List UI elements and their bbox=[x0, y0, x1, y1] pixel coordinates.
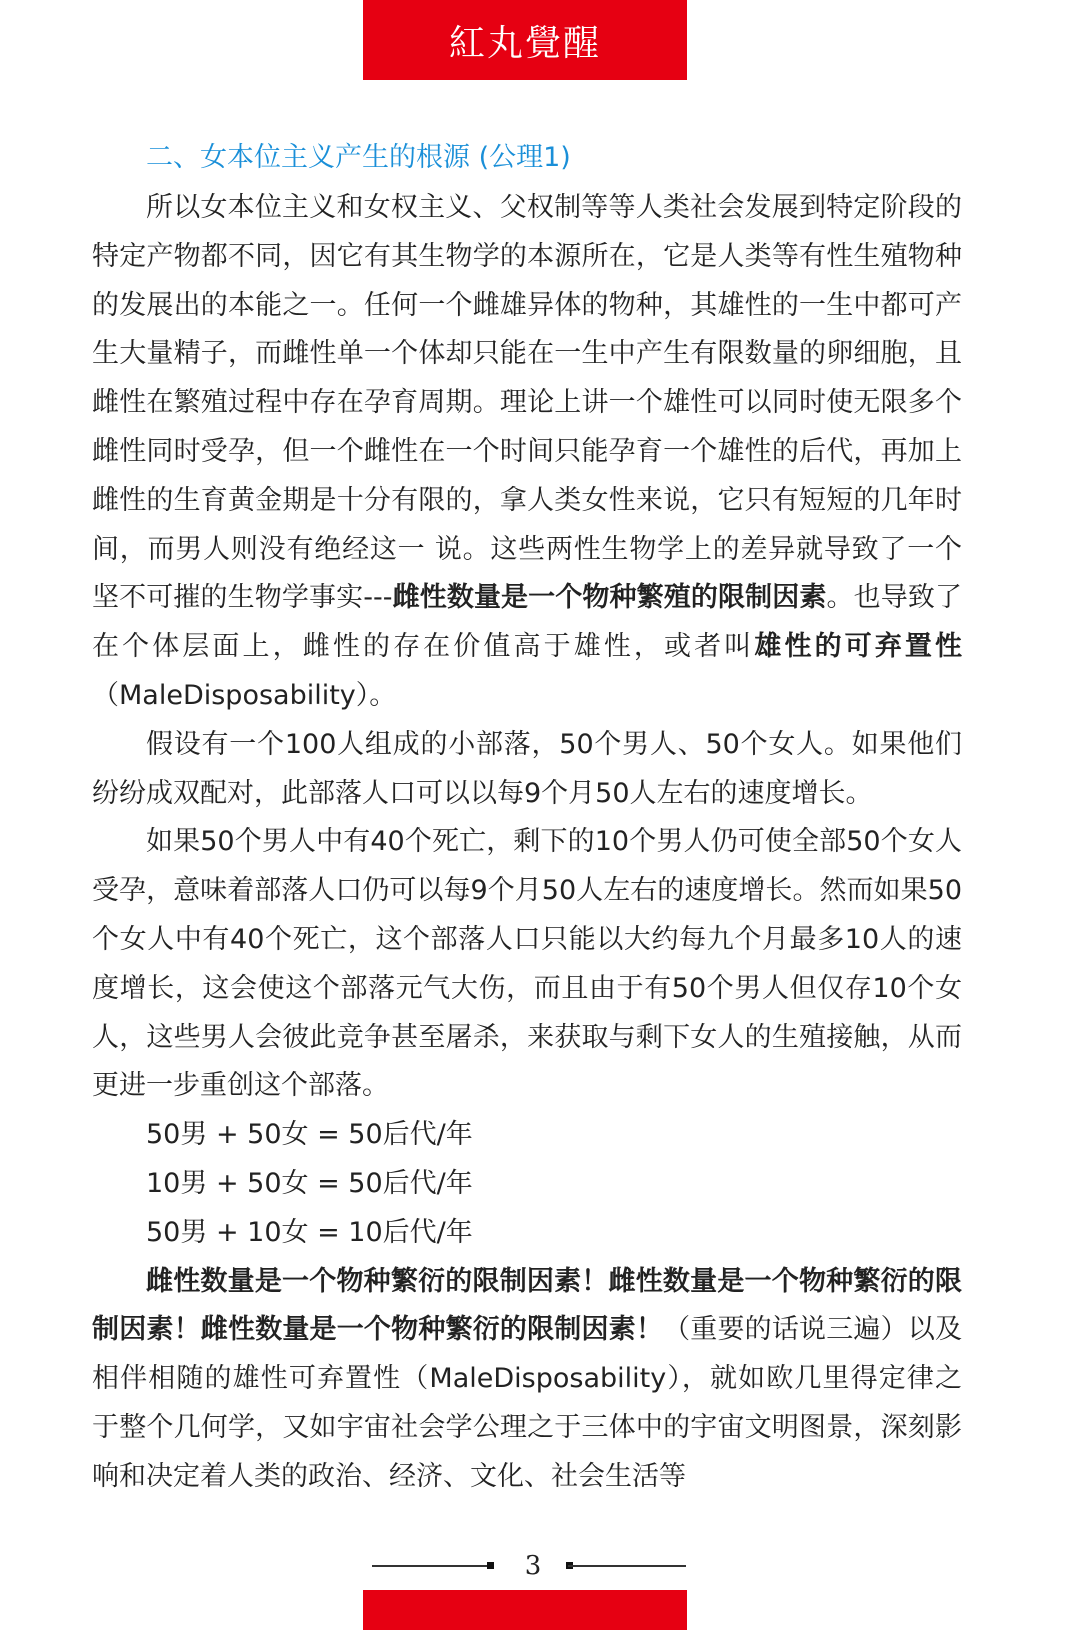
paragraph-1-text-1: 所以女本位主义和女权主义、父权制等等人类社会发展到特定阶段的特定产物都不同，因它有其生物学的本源所在，它是人类等有性生殖物种的发展出的本能之一。任何一个雌雄异体的物种，其雄性的一生中都可产生大量精子，而雌性单一个体却只能在一生中产生有限数量的卵细胞，且雌性在繁殖过程中存在孕育周期。理论上讲一个雄性可以同时使无限多个雌性同时受孕，但一个雌性在一个时间只能孕育一个雄性的后代，再加上雌性的生育黄金期是十分有限的，拿人类女性来说，它只有短短的几年时间，而男人则没有绝经这一 说。这些两性生物学上的差异就导致了一个坚不可摧的生物学事实--- bbox=[92, 192, 962, 614]
paragraph-1 bbox=[92, 184, 962, 721]
section-heading: 二、女本位主义产生的根源 (公理1) bbox=[146, 142, 571, 173]
equation-1: 50男 + 50女 = 50后代/年 bbox=[146, 1119, 473, 1151]
paragraph-1-text-3: （MaleDisposability）。 bbox=[92, 679, 397, 711]
paragraph-1-text-2: 。也导致了在个体层面上，雌性的存在价值高于雄性，或者叫 bbox=[92, 582, 963, 663]
page-content bbox=[92, 132, 962, 1502]
paragraph-4 bbox=[92, 1258, 962, 1502]
paragraph-4-bold-1: 雌性数量是一个物种繁衍的限制因素！雌性数量是一个物种繁衍的限制因素！雌性数量是一个物种繁衍的限制因素！ bbox=[92, 1265, 962, 1346]
header-banner bbox=[363, 0, 687, 80]
paragraph-1-bold-2: 雄性的可弃置性 bbox=[754, 631, 963, 663]
page-footer bbox=[0, 1548, 1066, 1584]
footer-divider-left bbox=[372, 1565, 490, 1567]
footer-banner bbox=[363, 1590, 687, 1630]
equation-2: 10男 + 50女 = 50后代/年 bbox=[146, 1167, 473, 1199]
paragraph-1-bold-1: 雌性数量是一个物种繁殖的限制因素 bbox=[392, 582, 827, 614]
book-title: 紅丸覺醒 bbox=[448, 22, 601, 64]
paragraph-3: 如果50个男人中有40个死亡，剩下的10个男人仍可使全部50个女人受孕，意味着部落人口仍可以每9个月50人左右的速度增长。然而如果50个女人中有40个死亡，这个部落人口只能以大约每九个月最多10人的速度增长，这会使这个部落元气大伤，而且由于有50个男人但仅存10个女人，这些男人会彼此竞争甚至屠杀，来获取与剩下女人的生殖接触，从而更进一步重创这个部落。 bbox=[92, 826, 962, 1102]
equation-3: 50男 + 10女 = 10后代/年 bbox=[146, 1216, 473, 1248]
paragraph-2: 假设有一个100人组成的小部落，50个男人、50个女人。如果他们纷纷成双配对，此部落人口可以以每9个月50人左右的速度增长。 bbox=[92, 728, 962, 809]
paragraph-4-text-1: （重要的话说三遍）以及相伴相随的雄性可弃置性（MaleDisposability），就如欧几里得定律之于整个几何学，又如宇宙社会学公理之于三体中的宇宙文明图景，深刻影响和决定着人类的政治、经济、文化、社会生活等 bbox=[92, 1314, 963, 1492]
page-number: 3 bbox=[524, 1551, 542, 1581]
footer-divider-right bbox=[568, 1565, 686, 1567]
footer-dot-left bbox=[487, 1562, 494, 1569]
